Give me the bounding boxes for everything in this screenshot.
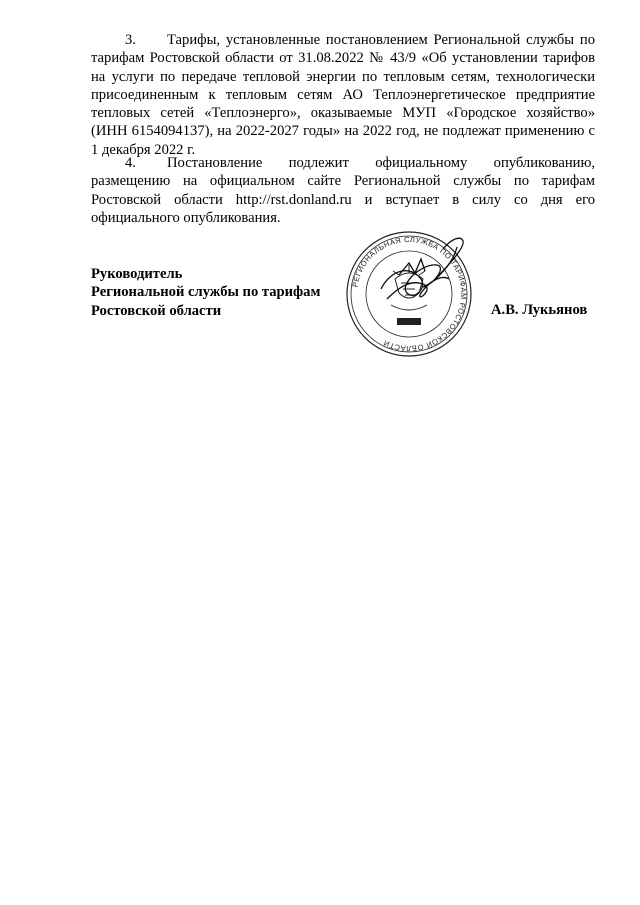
paragraph-4: [91, 154, 595, 227]
signatory-position: [91, 265, 320, 320]
position-line-1: Руководитель: [91, 266, 183, 282]
paragraph-4-text: Постановление подлежит официальному опубликованию, размещению на официальном сайте Региональной службы по тарифам Ростовской области http://rst.donland.ru и вступает в силу со дня его официального опубликования.: [91, 155, 595, 226]
position-line-3: Ростовской области: [91, 302, 222, 319]
paragraph-3-number: 3.: [125, 32, 136, 48]
paragraph-4-number: 4.: [125, 155, 136, 171]
signatory-name: А.В. Лукьянов: [491, 302, 588, 318]
paragraph-3: [91, 31, 595, 159]
position-line-2: Региональной службы по тарифам: [91, 284, 321, 301]
paragraph-3-text: Тарифы, установленные постановлением Региональной службы по тарифам Ростовской области от 31.08.2022 № 43/9 «Об установлении тарифов на услуги по передаче тепловой энергии по тепловым сетям, технологически присоединенным к тепловым сетям АО Теплоэнергетическое предприятие тепловых сетей «Теплоэнерго», оказываемые МУП «Городское хозяйство» (ИНН 6154094137), на 2022-2027 годы» на 2022 год, не подлежат применению с 1 декабря 2022 г.: [91, 32, 595, 158]
official-seal-with-signature: [343, 229, 475, 359]
svg-text:РЕГИОНАЛЬНАЯ СЛУЖБА ПО ТАРИФАМ: РЕГИОНАЛЬНАЯ СЛУЖБА ПО ТАРИФАМ РОСТОВСКОЙ ОБЛАСТИ: [350, 234, 469, 354]
